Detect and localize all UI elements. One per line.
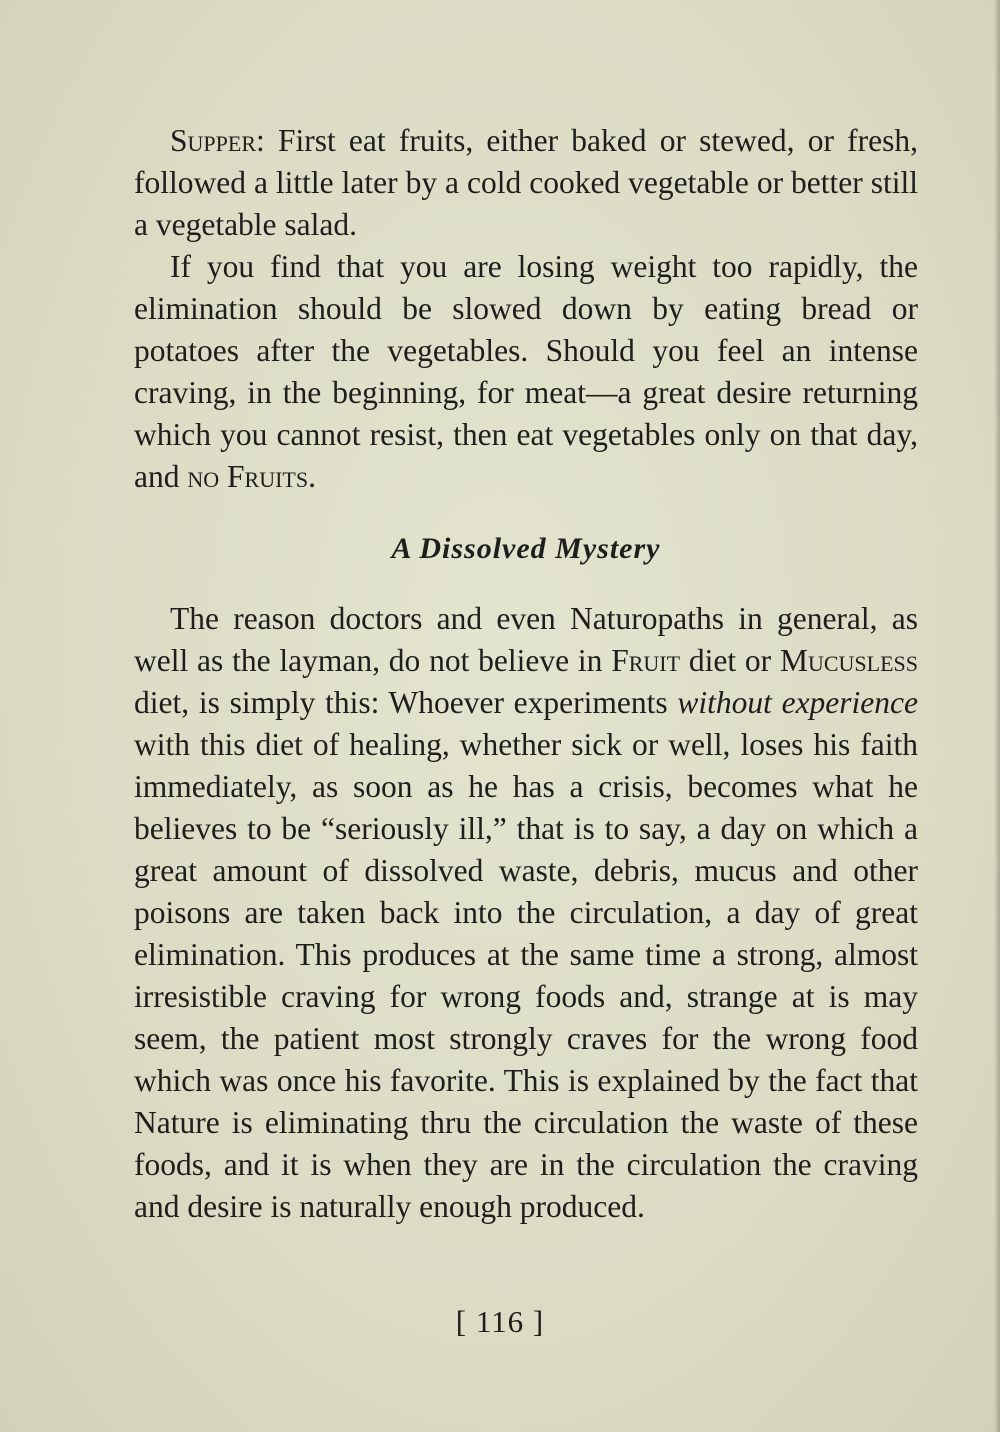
mystery-part-2: diet or: [680, 643, 780, 678]
paragraph-weight-loss: [134, 246, 918, 498]
without-experience-italic: without experience: [677, 685, 918, 720]
page-number: [ 116 ]: [455, 1304, 545, 1339]
paragraph-supper: [134, 120, 918, 246]
supper-text: First eat fruits, either baked or stewed, or fresh, followed a little later by a cold cooked vegetable or better still a vegetable salad.: [134, 123, 918, 242]
fruit-smallcaps: Fruit: [611, 643, 681, 678]
mystery-part-4: with this diet of healing, whether sick or well, loses his faith immediately, as soon as he has a crisis, becomes what he believes to be “seriously ill,” that is to say, a day on which a great amount of dissolved waste, debris, mucus and other poisons are taken back into the circulation, a day of great elimination. This produces at the same time a strong, almost irresistible craving for wrong foods and, strange at is may seem, the patient most strongly craves for the wrong food which was once his favorite. This is explained by the fact that Nature is eliminating thru the circulation the waste of these foods, and it is when they are in the circulation the craving and desire is naturally enough produced.: [134, 727, 918, 1224]
paragraph-mystery: [134, 598, 918, 1228]
supper-lead: Supper:: [170, 123, 265, 158]
mucusless-smallcaps: Mucusless: [779, 643, 918, 678]
weight-loss-end: .: [308, 459, 316, 494]
no-fruits-emphasis: no Fruits: [187, 459, 309, 494]
mystery-part-3: diet, is simply this: Whoever experiments: [134, 685, 678, 720]
section-heading: A Dissolved Mystery: [391, 532, 661, 565]
weight-loss-text: If you find that you are losing weight too rapidly, the elimination should be slowed down by eating bread or potatoes after the vegetables. Should you feel an intense craving, in the beginning, for meat—a great desire returning which you cannot resist, then eat vegetables only on that day, and: [134, 249, 918, 494]
body-text: [134, 120, 918, 1228]
mystery-part-1: The reason doctors and even Naturopaths in general, as well as the layman, do not believe in: [134, 601, 918, 678]
